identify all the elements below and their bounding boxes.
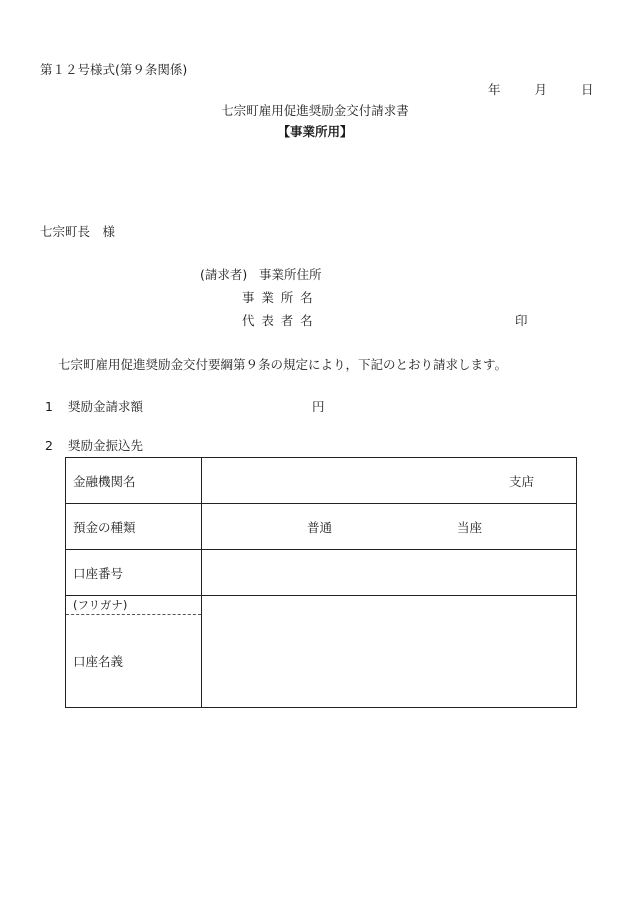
item1-label: 奨励金請求額 (68, 399, 144, 414)
account-name-label: 口座名義 (66, 615, 202, 708)
table-row (66, 458, 577, 504)
item2-label: 奨励金振込先 (68, 438, 144, 453)
date-day: 日 (581, 82, 594, 97)
date-month: 月 (534, 82, 548, 97)
institution-label: 金融機関名 (66, 458, 202, 504)
deposit-option-current[interactable]: 当座 (457, 519, 483, 535)
address-label: 事業所住所 (259, 267, 322, 282)
office-name-label: 事業所名 (242, 290, 320, 305)
item1-number: 1 (45, 399, 53, 414)
institution-field[interactable] (202, 458, 577, 504)
bank-transfer-table (65, 457, 577, 708)
table-row (66, 596, 577, 615)
document-subtitle: 【事業所用】 (277, 124, 353, 139)
deposit-type-label: 預金の種類 (66, 504, 202, 550)
deposit-type-field[interactable] (202, 504, 577, 550)
item2-number: 2 (45, 438, 53, 453)
requester-label: (請求者) (200, 267, 248, 282)
date-line (488, 84, 594, 97)
furigana-field[interactable] (202, 596, 577, 708)
deposit-option-ordinary[interactable]: 普通 (307, 519, 333, 535)
furigana-label: (フリガナ) (66, 596, 202, 615)
form-number: 第１２号様式(第９条関係) (40, 62, 188, 77)
seal-mark: 印 (515, 313, 528, 328)
document-title: 七宗町雇用促進奨励金交付請求書 (221, 103, 409, 118)
representative-label: 代表者名 (242, 313, 320, 328)
branch-suffix: 支店 (508, 473, 534, 489)
account-number-label: 口座番号 (66, 550, 202, 596)
addressee: 七宗町長 様 (40, 224, 116, 239)
body-text: 七宗町雇用促進奨励金交付要綱第９条の規定により，下記のとおり請求します。 (58, 357, 508, 372)
table-row (66, 550, 577, 596)
table-row (66, 504, 577, 550)
item1-unit: 円 (312, 399, 325, 414)
account-number-field[interactable] (202, 550, 577, 596)
date-year: 年 (488, 82, 501, 97)
